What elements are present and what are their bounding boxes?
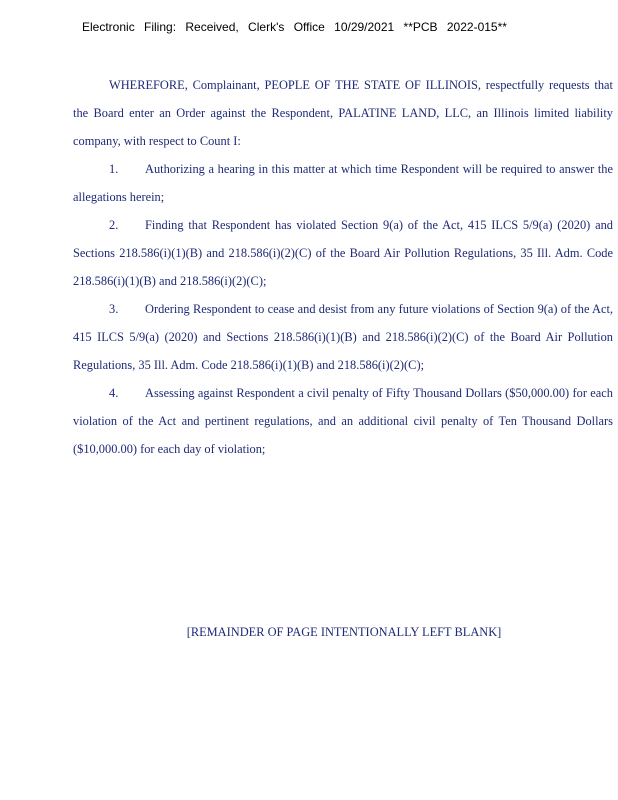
item-number: 3.: [109, 302, 119, 316]
remainder-blank-note: [REMAINDER OF PAGE INTENTIONALLY LEFT BLANK]: [186, 625, 502, 639]
item-text: Authorizing a hearing in this matter at which time Respondent will be required to answer the allegations herein;: [73, 162, 613, 204]
prayer-for-relief: [73, 71, 613, 463]
wherefore-paragraph: WHEREFORE, Complainant, PEOPLE OF THE STATE OF ILLINOIS, respectfully requests that the Board enter an Order against the Respondent, PALATINE LAND, LLC, an Illinois limited liability company, with respect to Count I:: [73, 78, 613, 148]
electronic-filing-stamp: Electronic Filing: Received, Clerk's Office 10/29/2021 **PCB 2022-015**: [82, 20, 507, 34]
item-number: 2.: [109, 218, 119, 232]
item-text: Ordering Respondent to cease and desist from any future violations of Section 9(a) of the Act, 415 ILCS 5/9(a) (2020) and Sections 218.586(i)(1)(B) and 218.586(i)(2)(C) of the Board Air Pollution Regulations, 35 Ill. Adm. Code 218.586(i)(1)(B) and 218.586(i)(2)(C);: [73, 302, 613, 372]
item-text: Finding that Respondent has violated Section 9(a) of the Act, 415 ILCS 5/9(a) (2020) and Sections 218.586(i)(1)(B) and 218.586(i)(2)(C) of the Board Air Pollution Regulations, 35 Ill. Adm. Code 218.586(i)(1)(B) and 218.586(i)(2)(C);: [73, 218, 613, 288]
item-number: 4.: [109, 386, 119, 400]
relief-item: [73, 211, 613, 295]
relief-item: [73, 155, 613, 211]
item-text: Assessing against Respondent a civil penalty of Fifty Thousand Dollars ($50,000.00) for each violation of the Act and pertinent regulations, and an additional civil penalty of Ten Thousand Dollars ($10,000.00) for each day of violation;: [73, 386, 613, 456]
item-number: 1.: [109, 162, 119, 176]
relief-item: [73, 295, 613, 379]
relief-item: [73, 379, 613, 463]
